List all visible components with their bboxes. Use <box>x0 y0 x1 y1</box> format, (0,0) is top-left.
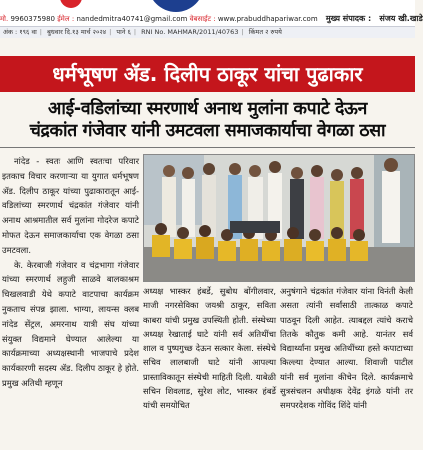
rni-number: RNI No. MAHMAR/2011/40763 <box>141 28 239 36</box>
phone-label: मो. <box>0 15 9 23</box>
article-headline <box>2 98 413 142</box>
article-column-2 <box>143 284 276 450</box>
article-column-1 <box>2 154 139 450</box>
logo-mark <box>60 0 82 8</box>
paragraph: अध्यक्ष भास्कर हंबर्डे, सुबोध बोंगीलवार, माजी नगरसेविका जयश्री ठाकूर, सविता काबरा यांची प्रमुख उपस्थिती होती. संस्थेच्या अध्यक्ष रेखाताई घाटे यांनी सर्व अतिथींचा शाल व पुष्पगुच्छ देऊन सत्कार केला. संस्थेचे सचिव लालबाजी घाटे यांनी आपल्या प्रास्ताविकातून संस्थेची माहिती दिली. याबेळी सचिन शिवलाड, सुरेश लोट, भास्कर हंबर्डे यांची समयोचित <box>143 286 276 411</box>
phone-number: 9960375980 <box>10 15 56 23</box>
contact-line <box>0 13 423 25</box>
group-photo-illustration <box>144 155 414 281</box>
emblem-logo <box>148 0 204 12</box>
masthead <box>0 0 423 37</box>
editor-name: संजय खी.खाडे <box>379 14 423 23</box>
issue-number: अंक : १९६ वा <box>3 28 37 36</box>
editor-label: मुख्य संपादक : <box>325 14 372 23</box>
page-count: पाने ६ <box>116 28 131 36</box>
headline-line-1: आई-वडिलांच्या स्मरणार्थ अनाथ मुलांना कपाटे देऊन <box>47 99 367 119</box>
website-url: www.prabuddhapariwar.com <box>217 15 318 23</box>
divider <box>0 147 415 148</box>
article-column-3 <box>280 284 413 450</box>
email-address: nandedmitra40741@gmail.com <box>76 15 188 23</box>
website-label: वेबसाईट : <box>189 15 216 23</box>
event-photo <box>143 154 415 282</box>
paragraph: के. केरबाजी गंजेवार व चंद्रभागा गंजेवार यांच्या स्मरणार्थ लहुजी साळवे बालकाश्रम चिखलवाडी येथे कपाटे वाटपाचा कार्यक्रम नुकताच संपन्न झाला. भाग्या, लायन्स क्लब नांदेड सेंट्रल, अमरनाथ यात्री संघ यांच्या संयुक्त विद्यमाने घेण्यात आलेल्या या कार्यक्रमाच्या अध्यक्षस्थानी भाजपाचे प्रदेश कार्यकारणी सदस्य ॲड. दिलीप ठाकूर हे होते. प्रमुख अतिथी म्हणून <box>2 259 139 388</box>
paragraph: अनुषंगाने चंद्रकांत गंजेवार यांना विनंती केली असता त्यांनी सर्वांसाठी तात्काळ कपाटे पाठवून दिली आहेत. त्याबद्दल त्यांचे कराचे तितके कौतुक कमी आहे. यानंतर सर्व विद्यार्थ्यांना प्रमुख अतिथींच्या हस्ते कपाटाच्या किल्ल्या देण्यात आल्या. शिवाजी पाटील यांनी सर्व मुलांना कीचेन दिले. कार्यक्रमाचे सुत्रसंचलन अधीक्षक देवेंद्र इंगळे यांनी तर समपरदेशक गोविंद शिंदे यांनी <box>280 286 413 411</box>
kicker-banner: धर्मभूषण ॲड. दिलीप ठाकूर यांचा पुढाकार <box>0 56 415 92</box>
issue-info-bar: अंक : १९६ वा | बुधवार दि.१३ मार्च २०२४ | पाने ६ | RNI No. MAHMAR/2011/40763 | किंमत २ रुपये <box>0 26 415 38</box>
email-label: ईमेल : <box>57 15 75 23</box>
price: किंमत २ रुपये <box>248 28 282 36</box>
issue-date: बुधवार दि.१३ मार्च २०२४ <box>47 28 107 36</box>
headline-line-2: चंद्रकांत गंजेवार यांनी उमटवला समाजकार्याचा वेगळा ठसा <box>29 121 386 141</box>
paragraph: नांदेड - स्वतः आणि स्वतःचा परिवार इतकाच विचार करणाऱ्या या युगात धर्मभूषण ॲड. दिलीप ठाकूर यांच्या पुढाकारातून आई-वडिलांच्या स्मरणार्थ चंद्रकांत गंजेवार यांनी अनाथ आश्रमातील सर्व मुलांना गोदरेज कपाटे मोफत देऊन समाजकार्याचा एक वेगळा ठसा उमटवला. <box>2 156 139 255</box>
